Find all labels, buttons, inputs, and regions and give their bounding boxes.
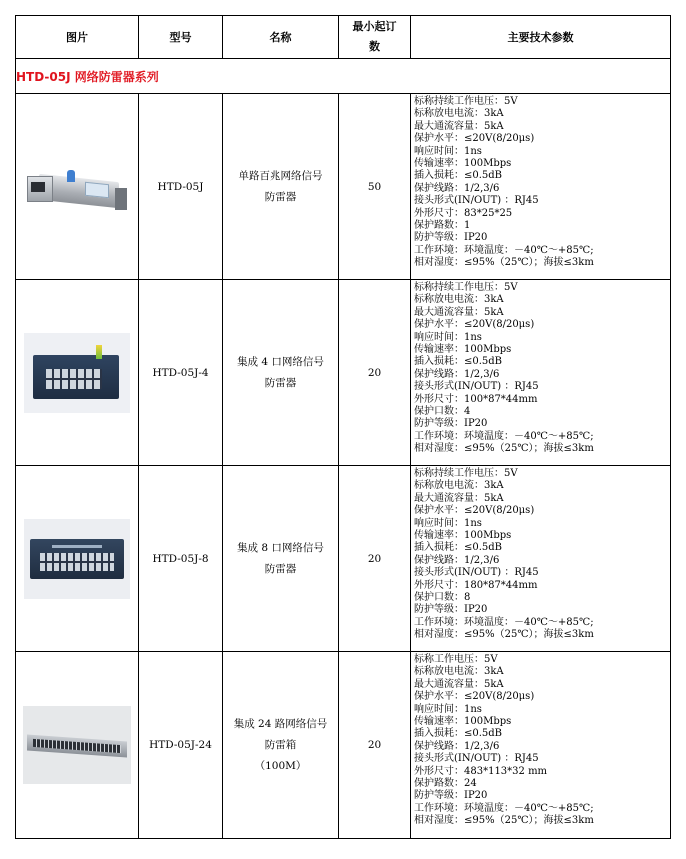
spec-line: 标称持续工作电压：5V bbox=[414, 96, 518, 107]
product-specs bbox=[411, 652, 671, 839]
spec-line: 插入损耗：≤0.5dB bbox=[414, 542, 503, 554]
header-moq bbox=[339, 16, 411, 59]
spec-line: 相对湿度：≤95%（25℃）；海拔≤3km bbox=[414, 815, 594, 827]
spec-line: 最大通流容量：5kA bbox=[414, 492, 504, 504]
spec-line: 插入损耗：≤0.5dB bbox=[414, 170, 503, 182]
spec-line: 外形尺寸：83*25*25 bbox=[414, 207, 513, 219]
spec-line: 工作环境：环境温度：－40℃～+85℃; bbox=[414, 244, 594, 256]
spec-line: 最大通流容量：5kA bbox=[414, 306, 504, 318]
spec-line: 保护线路：1/2,3/6 bbox=[414, 740, 500, 752]
header-moq-line1: 最小起订 bbox=[352, 20, 397, 33]
spec-line: 保护路数：1 bbox=[414, 220, 471, 232]
spec-line: 外形尺寸：483*113*32 mm bbox=[414, 765, 548, 777]
header-name: 名称 bbox=[223, 16, 339, 59]
product-moq: 20 bbox=[339, 466, 411, 652]
spec-line: 工作环境：环境温度：－40℃～+85℃; bbox=[414, 616, 594, 628]
24-port-rack-network-surge-protector-photo bbox=[23, 706, 131, 784]
spec-line: 最大通流容量：5kA bbox=[414, 120, 504, 132]
spec-line: 接头形式(IN/OUT) ：RJ45 bbox=[414, 381, 539, 393]
spec-line: 标称放电电流：3kA bbox=[414, 108, 504, 120]
spec-line: 标称放电电流：3kA bbox=[414, 480, 504, 492]
product-image-cell bbox=[16, 280, 139, 466]
header-row bbox=[16, 16, 671, 59]
product-model: HTD-05J-24 bbox=[139, 652, 223, 839]
spec-line: 传输速率：100Mbps bbox=[414, 158, 512, 170]
product-specs bbox=[411, 280, 671, 466]
eight-port-network-surge-protector-photo bbox=[24, 519, 130, 599]
header-specs: 主要技术参数 bbox=[411, 16, 671, 59]
product-row bbox=[16, 94, 671, 280]
product-name-line1: 单路百兆网络信号 bbox=[238, 169, 323, 182]
spec-line: 保护路数：24 bbox=[414, 778, 477, 790]
spec-line: 相对湿度：≤95%（25℃）；海拔≤3km bbox=[414, 257, 594, 269]
product-row bbox=[16, 466, 671, 652]
spec-line: 最大通流容量：5kA bbox=[414, 678, 504, 690]
product-model: HTD-05J-8 bbox=[139, 466, 223, 652]
series-row bbox=[16, 59, 671, 94]
single-port-network-surge-protector-photo bbox=[27, 148, 127, 226]
spec-line: 保护线路：1/2,3/6 bbox=[414, 368, 500, 380]
product-name-line2: 防雷器 bbox=[264, 190, 297, 203]
spec-line: 防护等级：IP20 bbox=[414, 790, 488, 802]
spec-line: 相对湿度：≤95%（25℃）；海拔≤3km bbox=[414, 443, 594, 455]
spec-line: 防护等级：IP20 bbox=[414, 418, 488, 430]
spec-line: 相对湿度：≤95%（25℃）；海拔≤3km bbox=[414, 629, 594, 641]
spec-line: 响应时间：1ns bbox=[414, 703, 482, 715]
product-image-cell bbox=[16, 94, 139, 280]
product-moq: 20 bbox=[339, 652, 411, 839]
product-name-line1: 集成 4 口网络信号 bbox=[237, 355, 324, 368]
spec-line: 接头形式(IN/OUT) ：RJ45 bbox=[414, 195, 539, 207]
header-model: 型号 bbox=[139, 16, 223, 59]
product-name-line2: 防雷器 bbox=[264, 376, 297, 389]
spec-line: 防护等级：IP20 bbox=[414, 232, 488, 244]
spec-line: 工作环境：环境温度：－40℃～+85℃; bbox=[414, 802, 594, 814]
spec-line: 标称持续工作电压：5V bbox=[414, 282, 518, 293]
four-port-network-surge-protector-photo bbox=[24, 333, 130, 413]
header-moq-line2: 数 bbox=[369, 40, 380, 53]
spec-line: 保护水平：≤20V(8/20μs) bbox=[414, 133, 535, 145]
spec-line: 响应时间：1ns bbox=[414, 145, 482, 157]
spec-line: 工作环境：环境温度：－40℃～+85℃; bbox=[414, 430, 594, 442]
product-name-line1: 集成 24 路网络信号 bbox=[233, 717, 328, 730]
product-name bbox=[223, 466, 339, 652]
product-name-line2: 防雷箱 bbox=[264, 738, 297, 751]
spec-line: 接头形式(IN/OUT) ：RJ45 bbox=[414, 567, 539, 579]
spec-line: 插入损耗：≤0.5dB bbox=[414, 356, 503, 368]
product-image-cell bbox=[16, 466, 139, 652]
spec-line: 保护口数：8 bbox=[414, 592, 471, 604]
spec-line: 响应时间：1ns bbox=[414, 331, 482, 343]
spec-line: 保护口数：4 bbox=[414, 406, 471, 418]
product-name-line2: 防雷器 bbox=[264, 562, 297, 575]
header-image: 图片 bbox=[16, 16, 139, 59]
spec-line: 接头形式(IN/OUT) ：RJ45 bbox=[414, 753, 539, 765]
spec-line: 保护水平：≤20V(8/20μs) bbox=[414, 505, 535, 517]
product-specs bbox=[411, 94, 671, 280]
product-row bbox=[16, 280, 671, 466]
product-name bbox=[223, 94, 339, 280]
spec-line: 标称放电电流：3kA bbox=[414, 666, 504, 678]
spec-line: 传输速率：100Mbps bbox=[414, 716, 512, 728]
spec-line: 保护水平：≤20V(8/20μs) bbox=[414, 319, 535, 331]
spec-line: 标称放电电流：3kA bbox=[414, 294, 504, 306]
spec-line: 保护水平：≤20V(8/20μs) bbox=[414, 691, 535, 703]
spec-line: 外形尺寸：180*87*44mm bbox=[414, 579, 538, 591]
product-name bbox=[223, 652, 339, 839]
spec-line: 响应时间：1ns bbox=[414, 517, 482, 529]
spec-line: 传输速率：100Mbps bbox=[414, 530, 512, 542]
spec-line: 标称持续工作电压：5V bbox=[414, 468, 518, 479]
product-model: HTD-05J-4 bbox=[139, 280, 223, 466]
product-name-line1: 集成 8 口网络信号 bbox=[237, 541, 324, 554]
series-title: HTD-05J 网络防雷器系列 bbox=[16, 59, 671, 94]
spec-line: 保护线路：1/2,3/6 bbox=[414, 554, 500, 566]
product-image-cell bbox=[16, 652, 139, 839]
product-moq: 20 bbox=[339, 280, 411, 466]
spec-line: 保护线路：1/2,3/6 bbox=[414, 182, 500, 194]
product-name bbox=[223, 280, 339, 466]
spec-line: 外形尺寸：100*87*44mm bbox=[414, 393, 538, 405]
spec-line: 插入损耗：≤0.5dB bbox=[414, 728, 503, 740]
product-model: HTD-05J bbox=[139, 94, 223, 280]
spec-line: 传输速率：100Mbps bbox=[414, 344, 512, 356]
product-row bbox=[16, 652, 671, 839]
product-name-line3: （100M） bbox=[254, 759, 307, 772]
spec-line: 防护等级：IP20 bbox=[414, 604, 488, 616]
product-spec-table bbox=[15, 15, 671, 839]
product-specs bbox=[411, 466, 671, 652]
product-moq: 50 bbox=[339, 94, 411, 280]
spec-line: 标称工作电压：5V bbox=[414, 654, 498, 665]
